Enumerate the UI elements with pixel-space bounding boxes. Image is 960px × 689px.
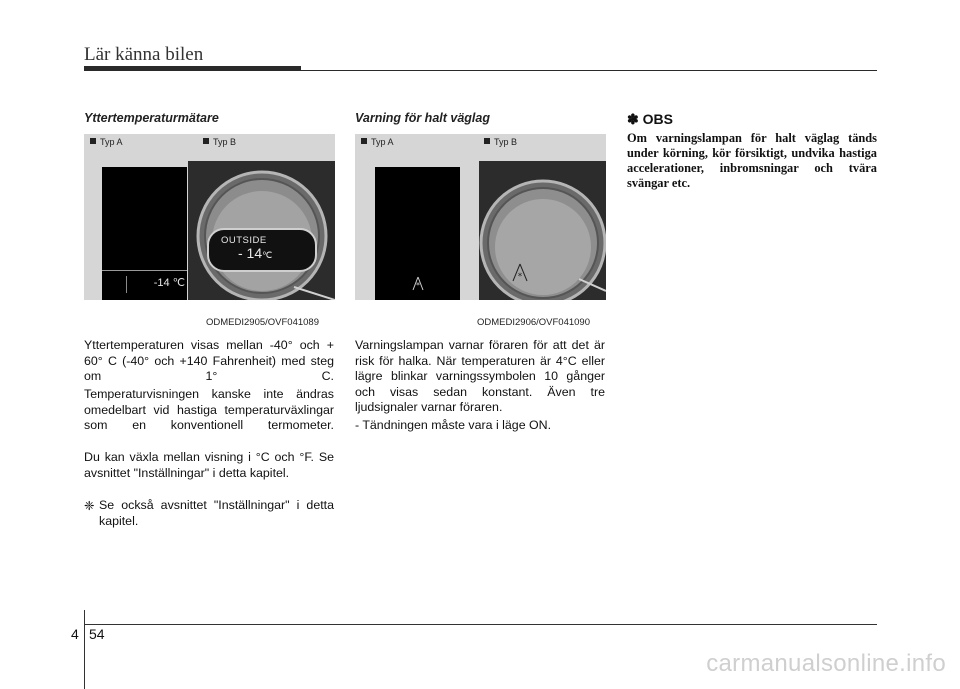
figure-label-type-a: Typ A [90, 137, 123, 147]
gauge-display-type-b [479, 161, 606, 300]
bullet-square-icon [203, 138, 209, 144]
note-see-settings: Se också avsnittet "Inställningar" i detta kapitel. [99, 498, 334, 528]
gauge-temp-readout: - 14℃ [238, 245, 273, 261]
gauge-display-type-b [188, 161, 335, 300]
bullet-square-icon [484, 138, 490, 144]
figure-label-type-a: Typ A [361, 137, 394, 147]
bullet-square-icon [361, 138, 367, 144]
figure-caption: ODMEDI2906/OVF041090 [477, 317, 591, 328]
outside-temp-figure [84, 134, 335, 300]
slippery-road-figure [355, 134, 606, 300]
warning-gauge [479, 161, 606, 300]
slippery-road-warning-icon [410, 275, 426, 291]
watermark: carmanualsonline.info [706, 650, 946, 677]
paragraph-ignition-on: - Tändningen måste vara i läge ON. [355, 418, 552, 432]
paragraph-temp-range: Yttertemperaturen visas mellan -40° och + 60° C (-40° och +140 Fahrenheit) med steg om 1° C. [84, 338, 334, 383]
footer-divider [84, 610, 85, 689]
figure-label-type-b: Typ B [203, 137, 236, 147]
svg-text:*: * [416, 281, 420, 290]
page-number: 54 [89, 626, 105, 642]
slippery-road-heading: Varning för halt väglag [355, 111, 490, 125]
lcd-outside-temp: -14 ℃ [153, 277, 185, 289]
footer-rule [84, 624, 877, 625]
outside-temp-gauge [188, 161, 335, 300]
paragraph-warning-lamp: Varningslampan varnar föraren för att det är risk för halka. När temperaturen är 4°C eller lägre blinkar varningssymbolen 10 gånger och visas sedan konstant. Även tre ljudsignaler varnar föraren. [355, 338, 605, 414]
paragraph-unit-switch: Du kan växla mellan visning i °C och °F. Se avsnittet "Inställningar" i detta kapitel. [84, 450, 334, 480]
svg-text:*: * [517, 272, 523, 282]
lcd-display-type-a [375, 167, 460, 300]
section-number: 4 [71, 626, 79, 642]
figure-label-type-b: Typ B [484, 137, 517, 147]
outside-temp-heading: Yttertemperaturmätare [84, 111, 219, 125]
bullet-square-icon [90, 138, 96, 144]
gauge-title: OUTSIDE [221, 235, 267, 246]
header-rule-thick [84, 66, 301, 71]
asterisk-icon: ✽ [627, 111, 639, 127]
chapter-title: Lär känna bilen [84, 44, 204, 65]
header-rule-thin [301, 70, 877, 71]
figure-caption: ODMEDI2905/OVF041089 [206, 317, 320, 328]
obs-text: Om varningslampan för halt väglag tänds under körning, kör försiktigt, undvika hastiga accelerationer, inbromsningar och tvära svängar etc. [627, 131, 877, 190]
obs-heading: ✽ OBS [627, 111, 673, 127]
note-symbol-icon: ❈ [84, 499, 95, 513]
paragraph-temp-delay: Temperaturvisningen kanske inte ändras omedelbart vid hastiga temperaturväxlingar som en konventionell termometer. [84, 387, 334, 432]
lcd-display-type-a [102, 167, 187, 300]
